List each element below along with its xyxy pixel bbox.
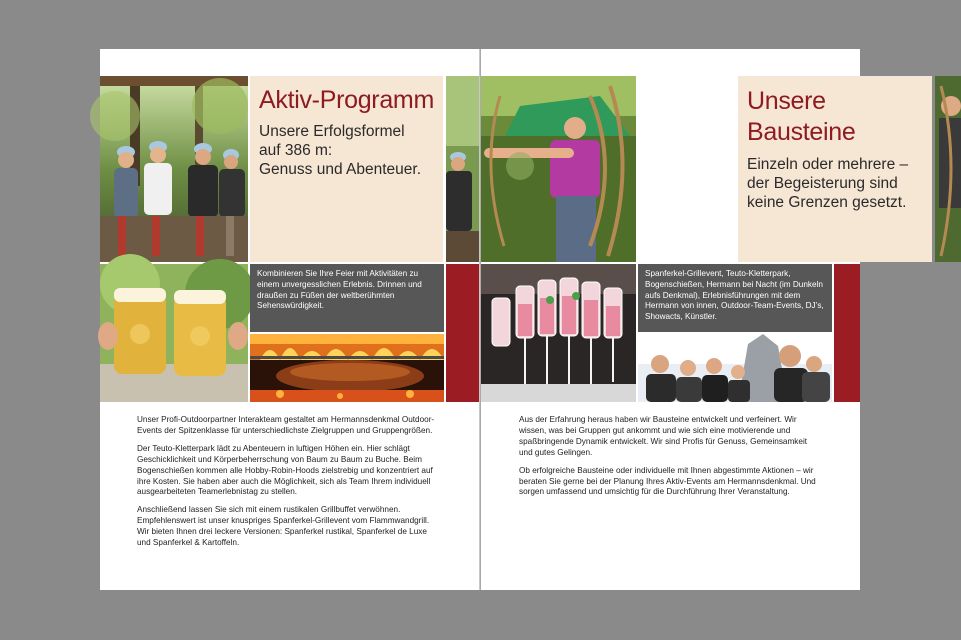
info-box: Kombinieren Sie Ihre Feier mit Aktivitäten zu einem unvergesslichen Erlebnis. Drinnen und draußen zu Füßen der weltberühmten Sehenswürdigkeit.: [250, 264, 444, 332]
climbers-photo: [100, 76, 248, 262]
page-fold: [479, 49, 481, 590]
right-page: [480, 49, 909, 590]
page-title: [747, 86, 927, 148]
climber-strip-photo: [446, 76, 480, 262]
champagne-glasses-photo: [480, 264, 636, 402]
group-selfie-photo: [638, 334, 832, 402]
subtitle-line: auf 386 m:: [259, 142, 333, 159]
paragraph: Ob erfolgreiche Bausteine oder individuelle mit Ihnen abgestimmte Aktionen – wir beraten Sie gerne bei der Planung Ihres Aktiv-Events am Hermannsdenkmal. Und sorgen umfassend und umsichtig für die Durchführung Ihrer Veranstaltung.: [519, 465, 816, 497]
body-text: [519, 415, 821, 505]
accent-bar: [834, 264, 860, 402]
subtitle-line: Einzeln oder mehrere –: [747, 156, 909, 173]
paragraph: Der Teuto-Kletterpark lädt zu Abenteuern in luftigen Höhen ein. Hier schlägt Geschicklichkeit und Körperbeherrschung von Baum zu Baum zu Buche. Beim Bogenschießen kommen alle Hobby-Robin-Hoods zielstrebig und konzentriert auf ihre Kosten. Sie haben aber auch die Möglichkeit, sich als Team Ihrem individuell ausgearbeiteten Teamerlebnistag zu stellen.: [137, 443, 433, 497]
archery-photo: [480, 76, 636, 262]
beer-mugs-photo: [100, 264, 248, 402]
accent-bar: [446, 264, 480, 402]
spit-roast-photo: [250, 334, 444, 402]
page-subtitle: [259, 122, 444, 179]
page-subtitle: [747, 155, 932, 212]
body-text: [137, 415, 437, 556]
brochure-spread: [100, 49, 909, 590]
archer-strip-photo: [935, 76, 961, 262]
title-line: Bausteine: [747, 118, 856, 146]
paragraph: Anschließend lassen Sie sich mit einem rustikalen Grillbuffet verwöhnen. Empfehlenswert ist unser knuspriges Spanferkel-Grillevent vom Flammwandgrill. Wir bieten Ihnen drei leckere Versionen: Spanferkel rustikal, Spanferkel de Luxe und Spanferkel & Kartoffeln.: [137, 505, 430, 548]
left-page: [100, 49, 480, 590]
subtitle-line: Unsere Erfolgsformel: [259, 123, 405, 140]
subtitle-line: der Begeisterung sind: [747, 175, 898, 192]
page-title: Aktiv-Programm: [259, 86, 434, 114]
paragraph: Aus der Erfahrung heraus haben wir Bausteine entwickelt und verfeinert. Wir wissen, was bei Gruppen gut ankommt und wie sich eine motivierende und spaßbringende Dynamik entwickelt. Wir sind Profis für Genuss, Gemeinsamkeit und gutes Gelingen.: [519, 415, 808, 457]
title-line: Unsere: [747, 87, 826, 115]
info-box: Spanferkel-Grillevent, Teuto-Kletterpark, Bogenschießen, Hermann bei Nacht (im Dunkeln aufs Denkmal), Erlebnisführungen mit dem Hermann von innen, Outdoor-Team-Events, DJ’s, Showacts, Künstler.: [638, 264, 832, 332]
subtitle-line: Genuss und Abenteuer.: [259, 161, 422, 178]
subtitle-line: keine Grenzen gesetzt.: [747, 194, 907, 211]
paragraph: Unser Profi-Outdoorpartner Interakteam gestaltet am Hermannsdenkmal Outdoor-Events der Spitzenklasse für unterschiedlichste Zielgruppen und Gruppengrößen.: [137, 415, 435, 435]
